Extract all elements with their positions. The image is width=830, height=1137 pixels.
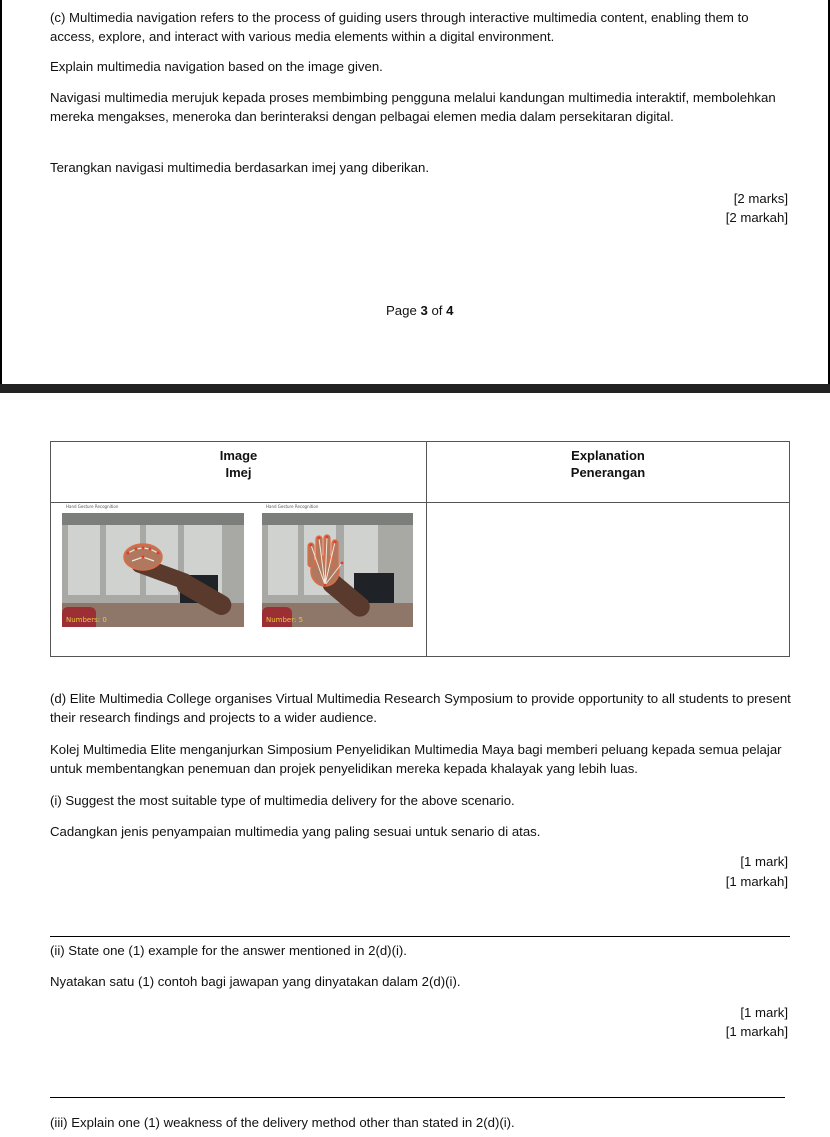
part-d-q2-marks-en: [1 mark] <box>740 1005 788 1020</box>
page-separator <box>0 384 830 393</box>
col-header-image <box>51 442 427 503</box>
part-d-intro-ms: Kolej Multimedia Elite menganjurkan Simposium Penyelidikan Multimedia Maya bagi memberi peluang kepada semua pelajar untuk membentangkan penemuan dan projek penyelidikan mereka kepada khalayak yang lebih luas. <box>50 742 782 776</box>
part-d-q1-en: (i) Suggest the most suitable type of multimedia delivery for the above scenario. <box>50 793 515 808</box>
part-d-q1-marks-ms: [1 markah] <box>725 874 788 889</box>
col-header-image-ms: Imej <box>225 465 252 480</box>
col-header-explanation-en: Explanation <box>571 448 645 463</box>
numbers-readout: Numbers: 0 <box>66 616 107 624</box>
window-titlebar <box>62 503 244 513</box>
part-c-intro-en: (c) Multimedia navigation refers to the process of guiding users through interactive multimedia content, enabling them to access, explore, and interact with various media elements within a digital environment. <box>50 10 749 44</box>
part-d-q1-ms: Cadangkan jenis penyampaian multimedia yang paling sesuai untuk senario di atas. <box>50 824 541 839</box>
part-c-intro-ms: Navigasi multimedia merujuk kepada proses membimbing pengguna melalui kandungan multimedia interaktif, membolehkan mereka mengakses, meneroka dan berinteraksi dengan pelbagai elemen media dalam persekitaran digital. <box>50 90 776 124</box>
col-header-explanation-ms: Penerangan <box>570 465 646 480</box>
explanation-answer-cell[interactable] <box>427 503 790 657</box>
page-current: 3 <box>420 303 428 318</box>
numbers-readout: Number: 5 <box>266 616 304 624</box>
window-title: Hand Gesture Recognition <box>66 504 119 509</box>
part-d-q2-marks-ms: [1 markah] <box>725 1024 788 1039</box>
part-d-intro-en: (d) Elite Multimedia College organises Virtual Multimedia Research Symposium to provide opportunity to all students to present their research findings and projects to a wider audience. <box>50 691 791 725</box>
gesture-screenshot-1 <box>62 503 244 627</box>
part-c-question-ms: Terangkan navigasi multimedia berdasarkan imej yang diberikan. <box>50 160 429 175</box>
page-total: 4 <box>446 303 454 318</box>
answer-line-2[interactable] <box>50 1097 785 1098</box>
part-d-q2-ms: Nyatakan satu (1) contoh bagi jawapan yang dinyatakan dalam 2(d)(i). <box>50 974 461 989</box>
col-header-image-en: Image <box>219 448 258 463</box>
hand-closed-icon <box>122 541 164 573</box>
page-mid: of <box>427 303 447 318</box>
part-d-q3-en: (iii) Explain one (1) weakness of the delivery method other than stated in 2(d)(i). <box>50 1115 515 1130</box>
part-c-marks-en: [2 marks] <box>733 191 788 206</box>
gesture-screenshot-2 <box>262 503 413 627</box>
window-title: Hand Gesture Recognition <box>266 504 319 509</box>
col-header-explanation <box>427 442 790 503</box>
part-d-q2-en: (ii) State one (1) example for the answer mentioned in 2(d)(i). <box>50 943 407 958</box>
page-prefix: Page <box>386 303 421 318</box>
window-titlebar <box>262 503 413 513</box>
part-c-question-en: Explain multimedia navigation based on the image given. <box>50 59 383 74</box>
page-edge-left <box>0 0 2 384</box>
part-d-q1-marks-en: [1 mark] <box>740 854 788 869</box>
page-number <box>386 301 453 320</box>
hand-open-icon <box>302 531 348 593</box>
part-c-marks-ms: [2 markah] <box>725 210 788 225</box>
answer-line-1[interactable] <box>50 936 790 937</box>
